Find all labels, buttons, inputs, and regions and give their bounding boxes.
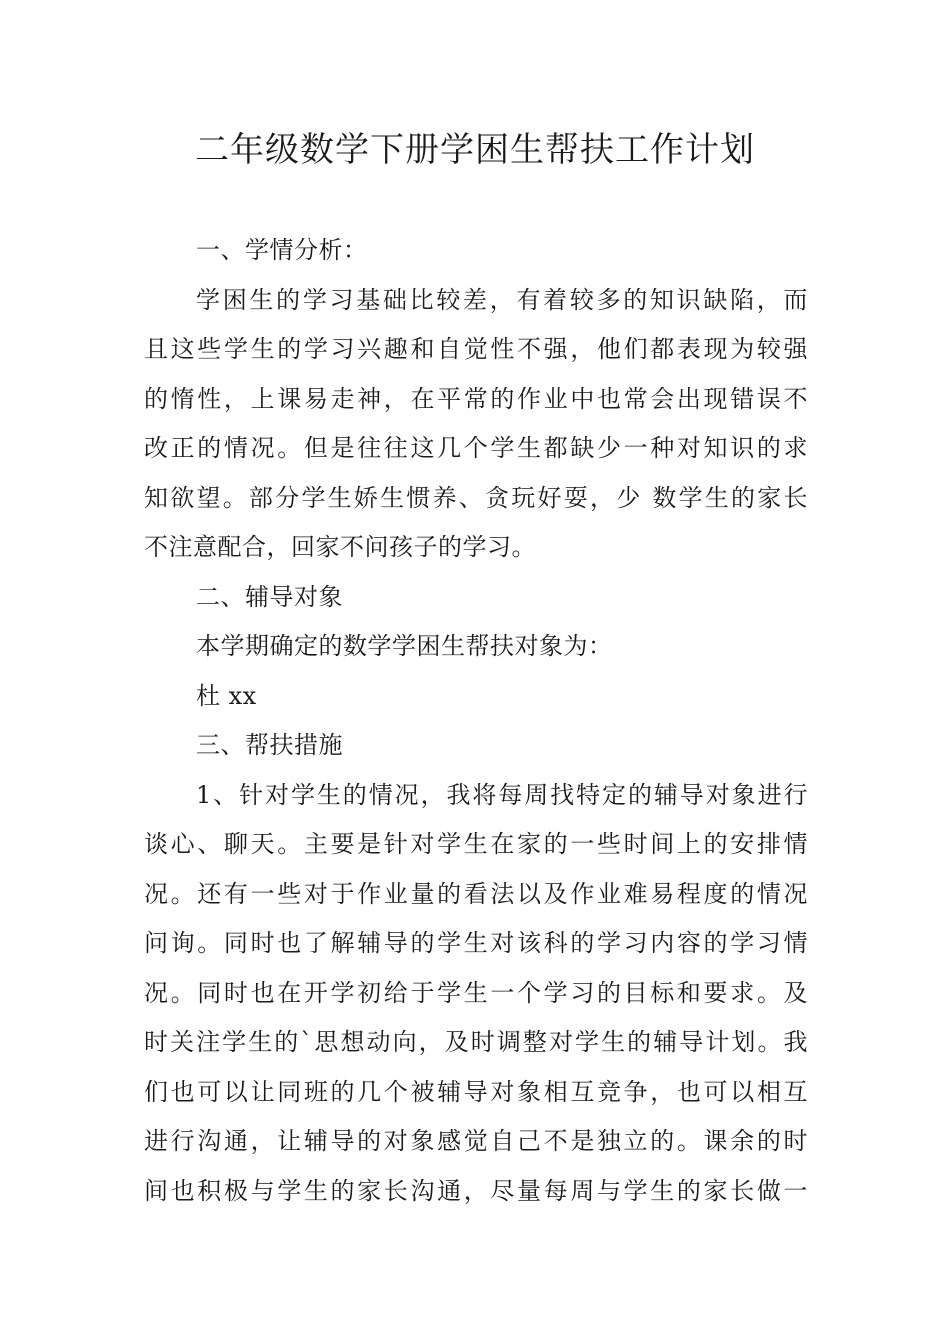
text-line: 杜 xx — [196, 681, 257, 710]
document-title: 二年级数学下册学困生帮扶工作计划 — [195, 130, 755, 170]
text-line: 们也可以让同班的几个被辅导对象相互竞争，也可以相互 — [144, 1077, 808, 1106]
text-line: 问询。同时也了解辅导的学生对该科的学习内容的学习情 — [144, 929, 808, 957]
text-line: 学困生的学习基础比较差，有着较多的知识缺陷，而 — [196, 285, 808, 314]
text-line: 1、针对学生的情况，我将每周找特定的辅导对象进行 — [196, 780, 808, 809]
text-line: 改正的情况。但是往往这几个学生都缺少一种对知识的求 — [144, 434, 808, 462]
text-line: 时关注学生的`思想动向，及时调整对学生的辅导计划。我 — [144, 1028, 808, 1056]
text-line: 谈心、聊天。主要是针对学生在家的一些时间上的安排情 — [144, 830, 808, 858]
text-line: 进行沟通，让辅导的对象感觉自己不是独立的。课余的时 — [144, 1127, 808, 1155]
text-line: 一、学情分析： — [196, 236, 368, 264]
text-line: 二、辅导对象 — [196, 582, 343, 611]
text-line: 况。还有一些对于作业量的看法以及作业难易程度的情况 — [144, 879, 808, 908]
text-line: 本学期确定的数学学困生帮扶对象为： — [196, 632, 613, 660]
text-line: 知欲望。部分学生娇生惯养、贪玩好耍，少 数学生的家长 — [144, 483, 808, 512]
text-line: 的惰性，上课易走神，在平常的作业中也常会出现错误不 — [144, 384, 808, 413]
text-line: 况。同时也在开学初给于学生一个学习的目标和要求。及 — [144, 978, 808, 1007]
text-line: 三、帮扶措施 — [196, 731, 343, 759]
text-line: 且这些学生的学习兴趣和自觉性不强，他们都表现为较强 — [144, 335, 808, 363]
text-line: 不注意配合，回家不问孩子的学习。 — [144, 533, 536, 561]
text-line: 间也积极与学生的家长沟通，尽量每周与学生的家长做一 — [144, 1176, 808, 1205]
document-body — [144, 226, 808, 1216]
